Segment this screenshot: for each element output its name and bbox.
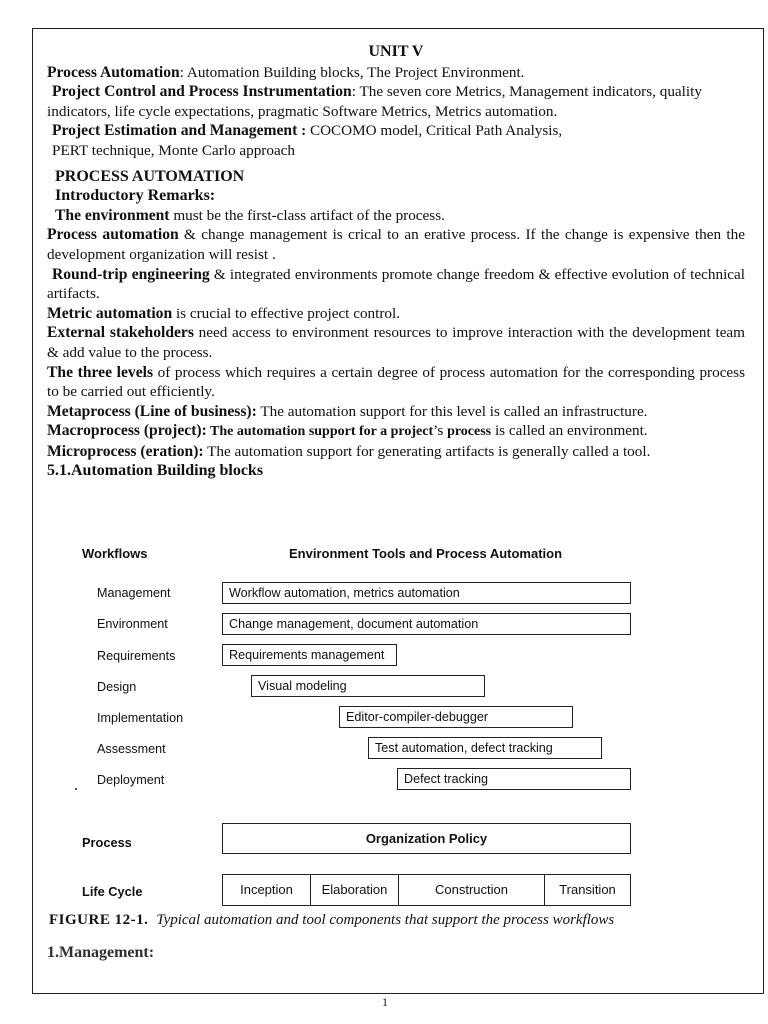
workflow-label: Deployment	[97, 773, 165, 787]
tools-column-header: Environment Tools and Process Automation	[289, 546, 563, 561]
figure-caption-text: Typical automation and tool components that support the process workflows	[156, 912, 615, 928]
paragraph-process-automation: Process automation & change management is crical to an erative process. If the change is expensive then the development organization will resist .	[47, 226, 745, 263]
syllabus-line-2: Project Control and Process Instrumentation: The seven core Metrics, Management indicators, quality indicators, life cycle expectations, pragmatic Software Metrics, Metrics automation.	[47, 83, 702, 120]
paragraph-three-levels: The three levels of process which requires a certain degree of process automation for the corresponding process to be carried out efficiently.	[47, 363, 745, 401]
stray-dot	[75, 788, 77, 790]
document-body	[47, 42, 745, 481]
lifecycle-label: Life Cycle	[82, 884, 143, 899]
process-label: Process	[82, 835, 132, 850]
workflow-label: Assessment	[97, 742, 166, 756]
management-heading: 1.Management:	[47, 944, 155, 961]
workflow-label: Design	[97, 680, 137, 694]
unit-title: UNIT V	[368, 43, 424, 60]
page-number: 1	[382, 995, 388, 1009]
paragraph-metric-automation: Metric automation is crucial to effective project control.	[47, 304, 401, 322]
paragraph-round-trip: Round-trip engineering & integrated environments promote change freedom & effective evolution of technical artifacts.	[47, 265, 745, 303]
phase-cell: Elaboration	[311, 875, 399, 905]
tool-box: Editor-compiler-debugger	[339, 706, 573, 728]
tool-box: Visual modeling	[251, 675, 485, 697]
workflow-label: Implementation	[97, 711, 184, 725]
workflow-label: Management	[97, 586, 171, 600]
tool-box: Workflow automation, metrics automation	[222, 582, 631, 604]
sub-heading: Introductory Remarks:	[55, 187, 216, 205]
lifecycle-phases	[222, 874, 631, 906]
organization-policy-box: Organization Policy	[222, 823, 631, 854]
paragraph-macroprocess: Macroprocess (project): The automation support for a project’s process is called an environment.	[47, 422, 648, 440]
phase-cell: Transition	[559, 882, 616, 897]
tool-box: Requirements management	[222, 644, 397, 666]
tool-box: Defect tracking	[397, 768, 631, 790]
paragraph-microprocess: Microprocess (eration): The automation support for generating artifacts is generally called a tool.	[47, 442, 651, 460]
syllabus-line-1: Process Automation: Automation Building blocks, The Project Environment.	[47, 63, 525, 81]
paragraph-external-stakeholders: External stakeholders need access to environment resources to improve interaction with the development team & add value to the process.	[47, 324, 745, 361]
paragraph-metaprocess: Metaprocess (Line of business): The automation support for this level is called an infrastructure.	[47, 402, 648, 420]
figure-number: FIGURE 12-1.	[49, 912, 149, 928]
tool-box: Change management, document automation	[222, 613, 631, 635]
phase-cell: Inception	[223, 875, 311, 905]
syllabus-line-3b: PERT technique, Monte Carlo approach	[52, 141, 296, 159]
paragraph-environment: The environment must be the first-class artifact of the process.	[55, 206, 445, 224]
workflows-column-header: Workflows	[82, 546, 148, 561]
workflow-label: Environment	[97, 617, 168, 631]
subsection-heading: 5.1.Automation Building blocks	[47, 462, 264, 480]
syllabus-line-3: Project Estimation and Management : COCOMO model, Critical Path Analysis,	[52, 122, 563, 140]
workflow-label: Requirements	[97, 649, 176, 663]
section-heading: PROCESS AUTOMATION	[55, 167, 245, 185]
figure-caption	[49, 912, 614, 929]
phase-cell: Construction	[399, 875, 545, 905]
tool-box: Test automation, defect tracking	[368, 737, 602, 759]
